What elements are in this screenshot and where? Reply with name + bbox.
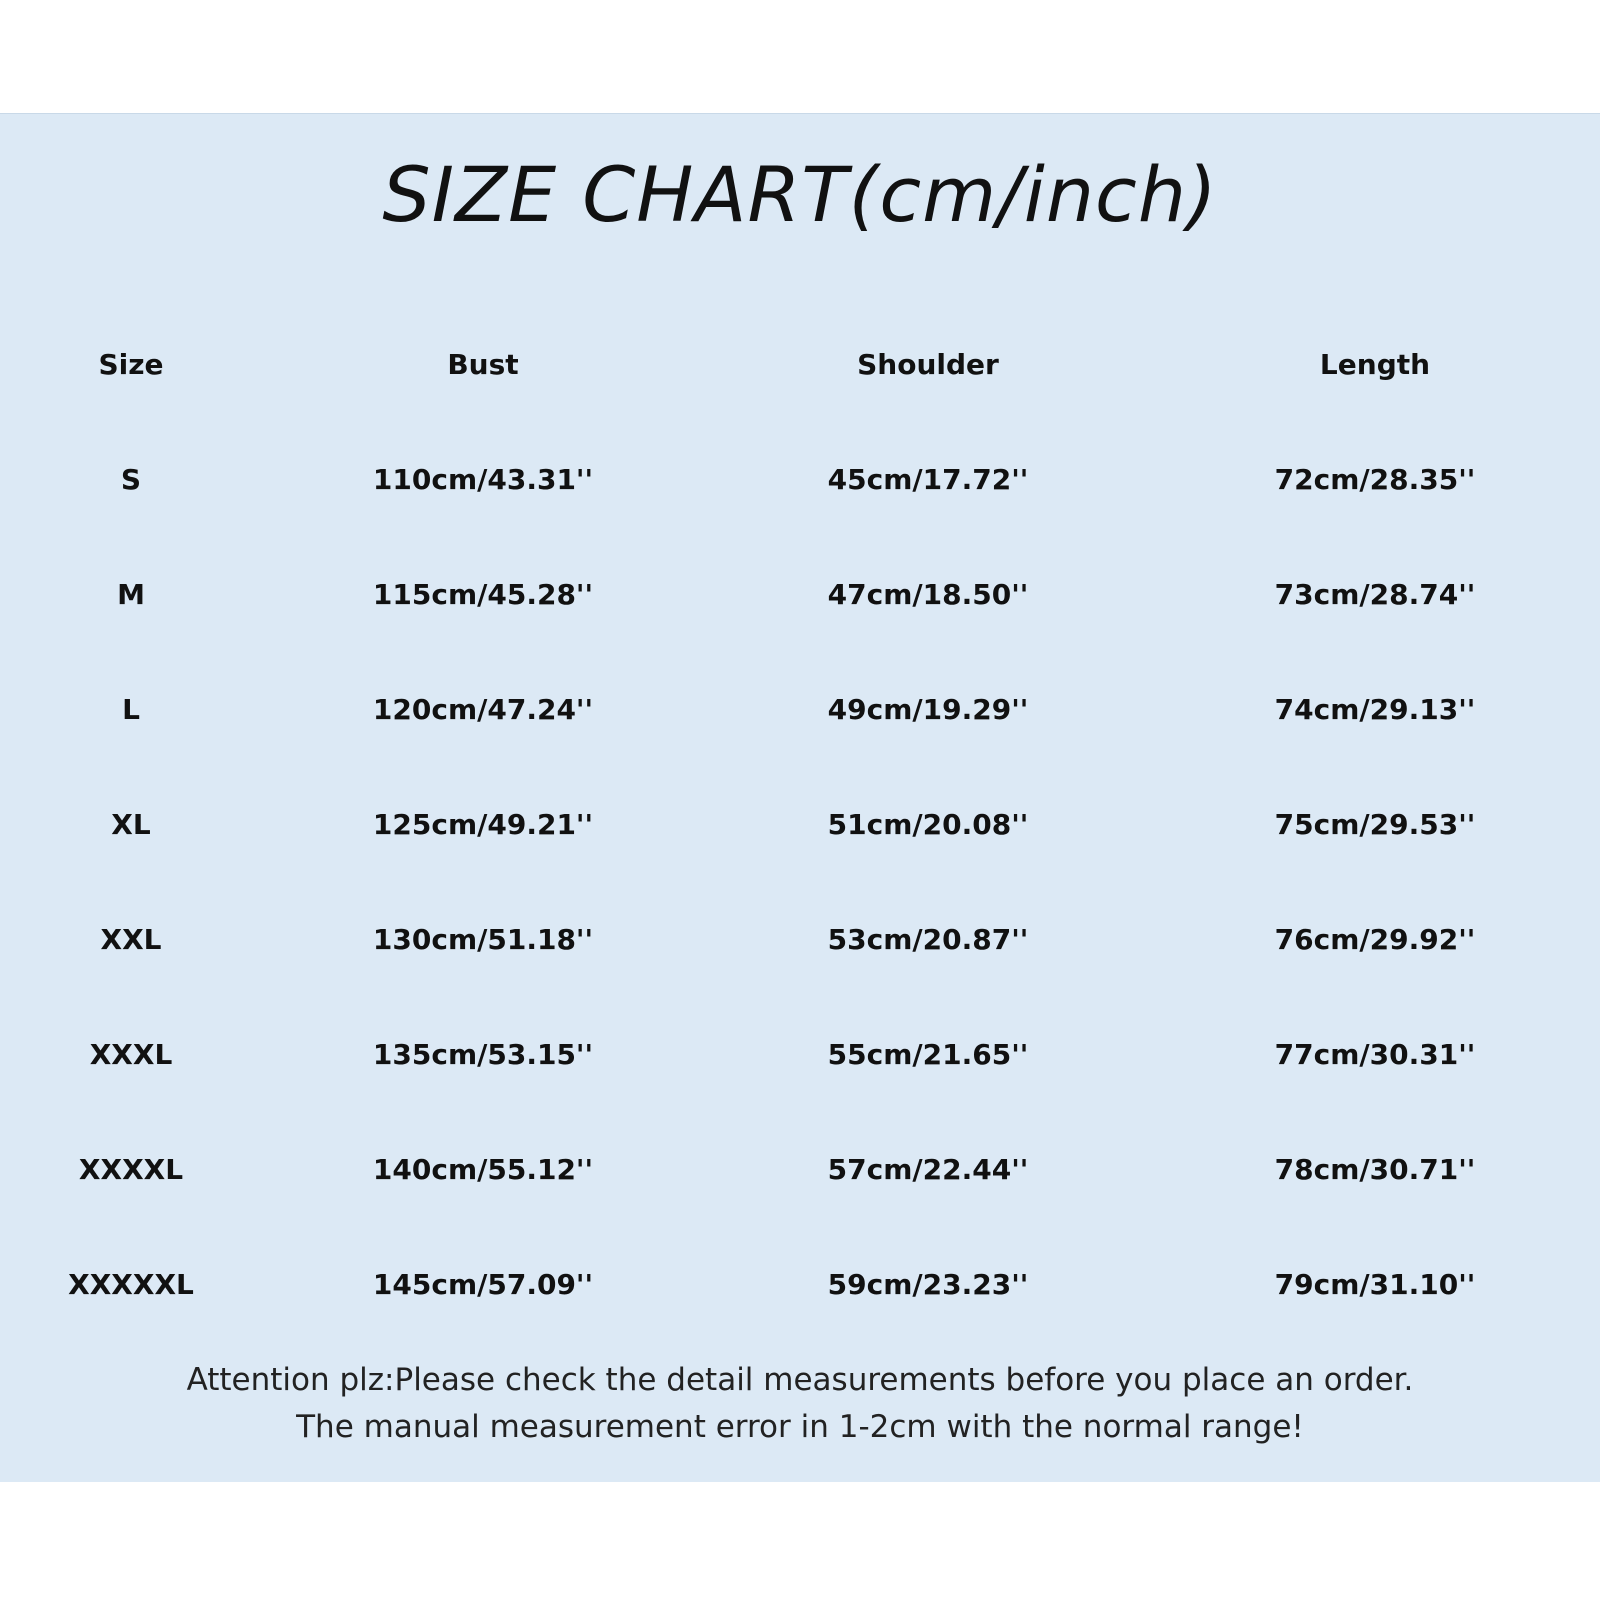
length-cell: 74cm/29.13'' <box>1274 693 1476 726</box>
shoulder-cell: 51cm/20.08'' <box>827 808 1029 841</box>
attention-note: Attention plz:Please check the detail measurements before you place an order. <box>186 1362 1414 1398</box>
size-chart-title: SIZE CHART(cm/inch) <box>382 150 1218 239</box>
shoulder-cell: 45cm/17.72'' <box>827 463 1029 496</box>
size-cell: XXXXXL <box>68 1268 194 1301</box>
header-size: Size <box>98 348 164 381</box>
table-row <box>0 575 1600 615</box>
size-cell: M <box>117 578 145 611</box>
length-cell: 76cm/29.92'' <box>1274 923 1476 956</box>
table-row <box>0 460 1600 500</box>
header-bust: Bust <box>447 348 519 381</box>
size-cell: S <box>120 463 142 496</box>
shoulder-cell: 55cm/21.65'' <box>827 1038 1029 1071</box>
table-row <box>0 1265 1600 1305</box>
table-row <box>0 1150 1600 1190</box>
shoulder-cell: 59cm/23.23'' <box>827 1268 1029 1301</box>
size-cell: XXXL <box>89 1038 173 1071</box>
measurement-error-note: The manual measurement error in 1-2cm with the normal range! <box>296 1409 1304 1445</box>
shoulder-cell: 53cm/20.87'' <box>827 923 1029 956</box>
length-cell: 75cm/29.53'' <box>1274 808 1476 841</box>
bust-cell: 125cm/49.21'' <box>372 808 594 841</box>
bust-cell: 145cm/57.09'' <box>372 1268 594 1301</box>
table-row <box>0 920 1600 960</box>
table-row <box>0 805 1600 845</box>
length-cell: 78cm/30.71'' <box>1274 1153 1476 1186</box>
table-header-row <box>0 345 1600 385</box>
length-cell: 79cm/31.10'' <box>1274 1268 1476 1301</box>
header-length: Length <box>1319 348 1431 381</box>
shoulder-cell: 49cm/19.29'' <box>827 693 1029 726</box>
header-shoulder: Shoulder <box>857 348 999 381</box>
bust-cell: 135cm/53.15'' <box>372 1038 594 1071</box>
shoulder-cell: 47cm/18.50'' <box>827 578 1029 611</box>
size-table <box>0 345 1600 1301</box>
bust-cell: 115cm/45.28'' <box>372 578 594 611</box>
bust-cell: 110cm/43.31'' <box>372 463 594 496</box>
length-cell: 72cm/28.35'' <box>1274 463 1476 496</box>
table-row <box>0 690 1600 730</box>
size-cell: L <box>122 693 140 726</box>
length-cell: 73cm/28.74'' <box>1274 578 1476 611</box>
size-cell: XXXXL <box>78 1153 184 1186</box>
bust-cell: 140cm/55.12'' <box>372 1153 594 1186</box>
size-cell: XL <box>111 808 151 841</box>
bust-cell: 120cm/47.24'' <box>372 693 594 726</box>
table-row <box>0 1035 1600 1075</box>
bust-cell: 130cm/51.18'' <box>372 923 594 956</box>
length-cell: 77cm/30.31'' <box>1274 1038 1476 1071</box>
size-cell: XXL <box>100 923 162 956</box>
shoulder-cell: 57cm/22.44'' <box>827 1153 1029 1186</box>
